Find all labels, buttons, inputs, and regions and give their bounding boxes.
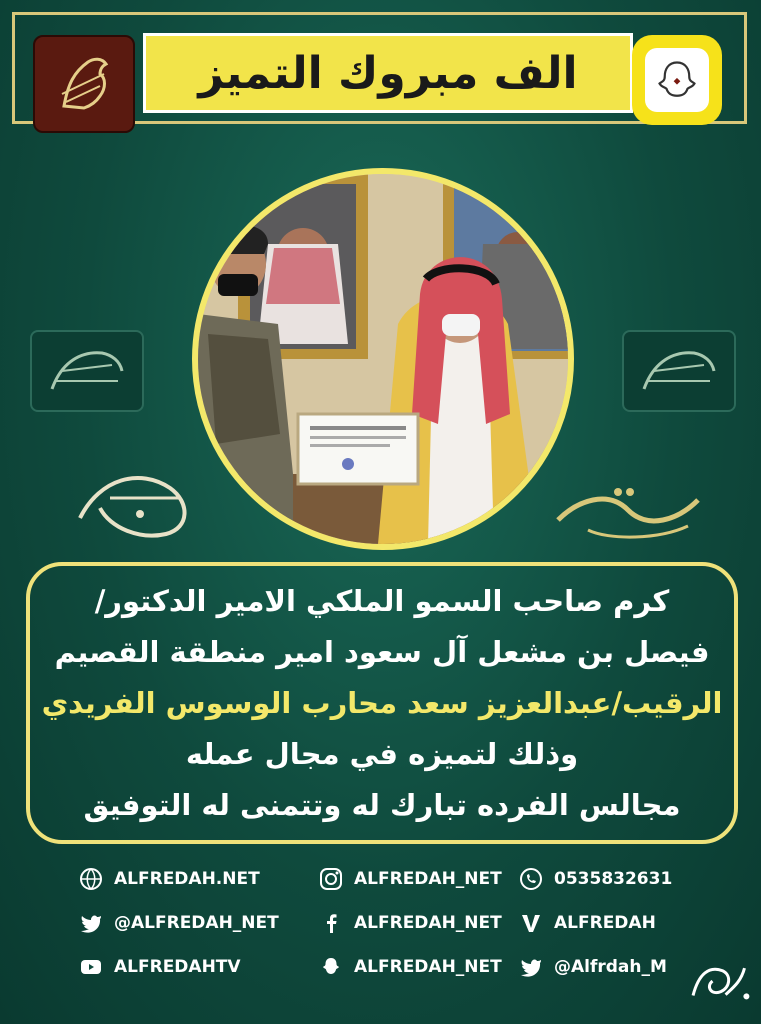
- award-photo: [192, 168, 574, 550]
- contact-whatsapp[interactable]: [518, 866, 672, 892]
- contact-snapchat-label: ALFREDAH_NET: [354, 957, 502, 977]
- vine-icon: [518, 910, 544, 936]
- contact-snapchat[interactable]: [318, 954, 502, 980]
- contact-twitter-label: @ALFREDAH_NET: [114, 913, 279, 933]
- snapcode-inner: [645, 48, 709, 112]
- svg-text:◆: ◆: [673, 76, 681, 87]
- tahniah-calligraphy-icon: [548, 470, 708, 550]
- whatsapp-icon: [518, 866, 544, 892]
- contact-instagram-label: ALFREDAH_NET: [354, 869, 502, 889]
- contacts-footer: [0, 858, 761, 998]
- title-bar: [143, 33, 633, 113]
- contact-vine-label: ALFREDAH: [554, 913, 656, 933]
- contact-twitter-2-label: @Alfrdah_M: [554, 957, 667, 977]
- snapchat-icon: [318, 954, 344, 980]
- header-frame: [12, 12, 747, 124]
- contact-youtube-label: ALFREDAHTV: [114, 957, 241, 977]
- horse-logo-icon: [33, 35, 135, 133]
- mabrook-calligraphy-icon: [70, 458, 210, 548]
- contact-web[interactable]: [78, 866, 260, 892]
- message-line-3: الرقيب/عبدالعزيز سعد محارب الوسوس الفريدي: [41, 685, 723, 720]
- contact-web-label: ALFREDAH.NET: [114, 869, 260, 889]
- message-box: [26, 562, 738, 844]
- twitter-icon: [518, 954, 544, 980]
- contact-instagram[interactable]: [318, 866, 502, 892]
- facebook-icon: [318, 910, 344, 936]
- contact-youtube[interactable]: [78, 954, 241, 980]
- contact-vine[interactable]: [518, 910, 656, 936]
- message-line-5: مجالس الفرده تبارك له وتتمنى له التوفيق: [83, 787, 681, 822]
- message-line-4: وذلك لتميزه في مجال عمله: [185, 736, 579, 771]
- contact-facebook[interactable]: [318, 910, 502, 936]
- snapcode-icon[interactable]: [632, 35, 722, 125]
- contact-whatsapp-label: 0535832631: [554, 869, 673, 889]
- message-line-1: كرم صاحب السمو الملكي الامير الدكتور/: [94, 583, 670, 618]
- globe-icon: [78, 866, 104, 892]
- left-calligraphy-logo: [30, 330, 144, 412]
- contact-facebook-label: ALFREDAH_NET: [354, 913, 502, 933]
- message-line-2: فيصل بن مشعل آل سعود امير منطقة القصيم: [54, 634, 710, 669]
- contact-twitter-2[interactable]: [518, 954, 667, 980]
- right-calligraphy-logo: [622, 330, 736, 412]
- contact-twitter[interactable]: [78, 910, 279, 936]
- youtube-icon: [78, 954, 104, 980]
- page-title: الف مبروك التميز: [198, 47, 578, 99]
- instagram-icon: [318, 866, 344, 892]
- twitter-icon: [78, 910, 104, 936]
